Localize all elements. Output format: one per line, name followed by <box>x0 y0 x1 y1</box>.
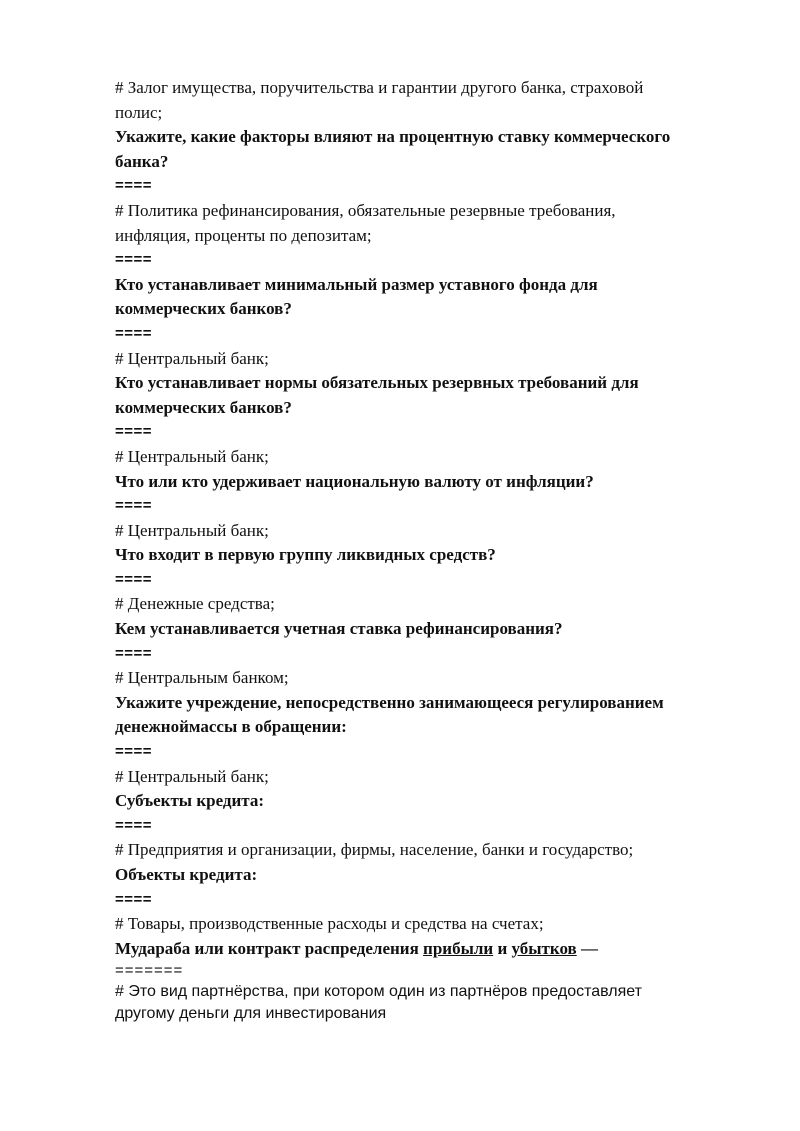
question-line: Объекты кредита: <box>115 865 258 884</box>
separator: ==== <box>115 324 153 342</box>
separator: ==== <box>115 743 153 761</box>
question-line: Кем устанавливается учетная ставка рефинансирования? <box>115 619 563 639</box>
question-line: коммерческих банков? <box>115 397 292 417</box>
separator: ==== <box>115 570 153 588</box>
question-line <box>115 937 745 962</box>
question-line: Кто устанавливает минимальный размер уставного фонда для <box>115 274 598 294</box>
question-line: Что входит в первую группу ликвидных средств? <box>115 545 496 565</box>
answer-line: # Предприятия и организации, фирмы, население, банки и государство; <box>115 840 634 860</box>
separator: ==== <box>115 816 153 834</box>
separator: ==== <box>115 177 153 195</box>
answer-line: # Центральный банк; <box>115 446 269 466</box>
profit-link[interactable]: прибыли <box>423 938 494 958</box>
question-line: Что или кто удерживает национальную валюту от инфляции? <box>115 471 594 491</box>
question-text: Мудараба или контракт распределения <box>115 938 424 958</box>
answer-line: полис; <box>115 102 163 122</box>
separator: ==== <box>115 251 153 269</box>
separator: ======= <box>115 962 184 980</box>
document-page <box>115 76 745 1025</box>
question-line: банка? <box>115 151 169 171</box>
answer-line: инфляция, проценты по депозитам; <box>115 225 372 245</box>
answer-line: # Залог имущества, поручительства и гарантии другого банка, страховой <box>115 78 644 97</box>
answer-line: # Политика рефинансирования, обязательные резервные требования, <box>115 200 616 220</box>
separator: ==== <box>115 644 153 662</box>
answer-line: # Центральный банк; <box>115 520 269 540</box>
question-line: коммерческих банков? <box>115 299 292 319</box>
answer-line: # Центральный банк; <box>115 766 269 786</box>
answer-line: # Товары, производственные расходы и средства на счетах; <box>115 914 544 934</box>
answer-line: # Это вид партнёрства, при котором один из партнёров предоставляет <box>115 983 642 1001</box>
losses-link[interactable]: убытков <box>511 938 577 958</box>
question-text: и <box>493 938 512 958</box>
separator: ==== <box>115 423 153 441</box>
answer-line: # Центральным банком; <box>115 668 289 688</box>
question-line: Субъекты кредита: <box>115 791 265 811</box>
question-line: Кто устанавливает нормы обязательных резервных требований для <box>115 373 639 393</box>
question-line: Укажите, какие факторы влияют на процентную ставку коммерческого <box>115 127 671 147</box>
separator: ==== <box>115 890 153 908</box>
separator: ==== <box>115 497 153 515</box>
answer-line: # Денежные средства; <box>115 594 275 614</box>
question-line: Укажите учреждение, непосредственно занимающееся регулированием <box>115 692 664 712</box>
question-dash: — <box>576 938 598 958</box>
question-line: денежноймассы в обращении: <box>115 717 347 737</box>
answer-line: другому деньги для инвестирования <box>115 1005 387 1023</box>
answer-line: # Центральный банк; <box>115 348 269 368</box>
